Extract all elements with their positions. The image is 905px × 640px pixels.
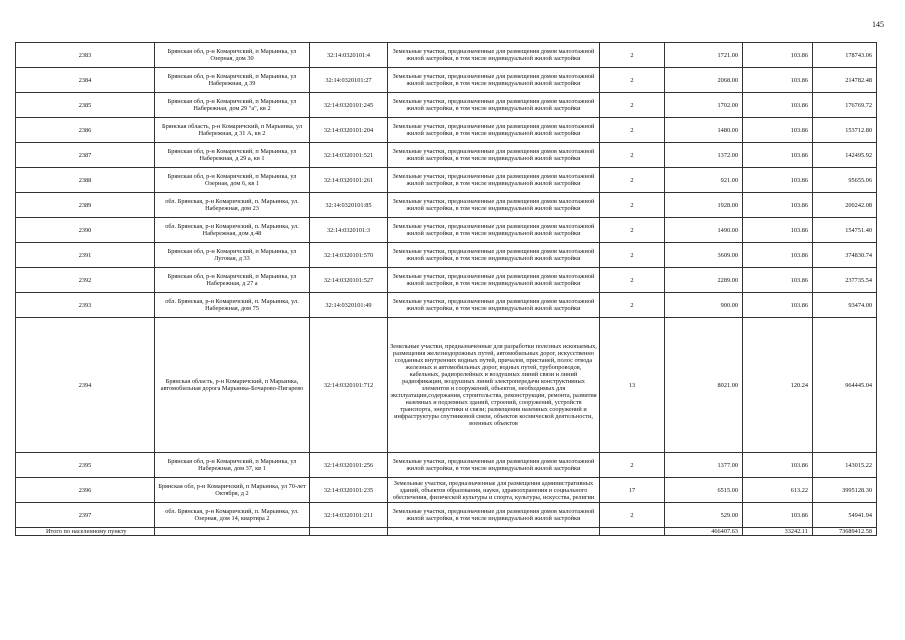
table-row [16, 453, 877, 478]
area-cell: 1928.00 [665, 193, 743, 218]
cadastral-number-cell: 32:14:0320101:3 [310, 218, 388, 243]
area-cell: 529.00 [665, 503, 743, 528]
row-number-cell: 2395 [16, 453, 155, 478]
row-number-cell: 2394 [16, 318, 155, 453]
area-cell: 921.00 [665, 168, 743, 193]
area-cell: 2289.00 [665, 268, 743, 293]
address-cell: Брянская область, р-н Комаричский, п Марьинка, автомобильная дорога Марьинка-Бочарово-Пигарево [155, 318, 310, 453]
cadastral-number-cell: 32:14:0320101:27 [310, 68, 388, 93]
cadastral-value-cell: 154751.40 [813, 218, 877, 243]
area-cell: 6515.00 [665, 478, 743, 503]
cadastral-value-cell: 200242.08 [813, 193, 877, 218]
cadastral-value-cell: 143015.22 [813, 453, 877, 478]
use-code-cell: 13 [600, 318, 665, 453]
land-use-cell: Земельные участки, предназначенные для размещения домов малоэтажной жилой застройки, в том числе индивидуальной жилой застройки [388, 43, 600, 68]
use-code-cell: 2 [600, 268, 665, 293]
row-number-cell: 2387 [16, 143, 155, 168]
cadastral-number-cell: 32:14:0320101:245 [310, 93, 388, 118]
row-number-cell: 2393 [16, 293, 155, 318]
land-use-cell: Земельные участки, предназначенные для размещения домов малоэтажной жилой застройки, в том числе индивидуальной жилой застройки [388, 243, 600, 268]
cadastral-number-cell: 32:14:0320101:235 [310, 478, 388, 503]
cadastral-value-cell: 54941.94 [813, 503, 877, 528]
specific-value-cell: 103.86 [743, 118, 813, 143]
table-row [16, 93, 877, 118]
cadastral-number-cell: 32:14:0320101:85 [310, 193, 388, 218]
specific-value-cell: 103.86 [743, 43, 813, 68]
address-cell: обл. Брянская, р-н Комаричский, п. Марьинка, ул. Набережная, дом д.48 [155, 218, 310, 243]
area-cell: 1377.00 [665, 453, 743, 478]
cadastral-number-cell: 32:14:0320101:521 [310, 143, 388, 168]
area-cell: 1372.00 [665, 143, 743, 168]
address-cell: Брянская обл, р-н Комаричский, п Марьинка, ул Набережная, дом 29 "а", кв 2 [155, 93, 310, 118]
total-empty-cell [310, 528, 388, 536]
specific-value-cell: 103.86 [743, 218, 813, 243]
address-cell: Брянская обл, р-н Комаричский, п Марьинка, ул Озерная, дом 30 [155, 43, 310, 68]
table-row [16, 118, 877, 143]
land-use-cell: Земельные участки, предназначенные для размещения домов малоэтажной жилой застройки, в том числе индивидуальной жилой застройки [388, 168, 600, 193]
address-cell: Брянская обл, р-н Комаричский, п Марьинка, ул Луговая, д 33 [155, 243, 310, 268]
table-row [16, 268, 877, 293]
land-use-cell: Земельные участки, предназначенные для размещения домов малоэтажной жилой застройки, в том числе индивидуальной жилой застройки [388, 68, 600, 93]
table-row [16, 318, 877, 453]
cadastral-value-cell: 3995128.30 [813, 478, 877, 503]
specific-value-cell: 103.86 [743, 168, 813, 193]
cadastral-value-cell: 374830.74 [813, 243, 877, 268]
specific-value-cell: 103.86 [743, 503, 813, 528]
use-code-cell: 2 [600, 43, 665, 68]
cadastral-number-cell: 32:14:0320101:211 [310, 503, 388, 528]
cadastral-number-cell: 32:14:0320101:570 [310, 243, 388, 268]
row-number-cell: 2386 [16, 118, 155, 143]
specific-value-cell: 103.86 [743, 93, 813, 118]
page-number: 145 [872, 20, 884, 29]
use-code-cell: 2 [600, 168, 665, 193]
area-cell: 1490.00 [665, 218, 743, 243]
use-code-cell: 2 [600, 453, 665, 478]
table-row [16, 243, 877, 268]
area-cell: 1721.00 [665, 43, 743, 68]
address-cell: Брянская обл, р-н Комаричский, п Марьинка, ул Набережная, дом 37, кв 1 [155, 453, 310, 478]
specific-value-cell: 103.86 [743, 453, 813, 478]
row-number-cell: 2389 [16, 193, 155, 218]
specific-value-cell: 103.86 [743, 143, 813, 168]
cadastral-number-cell: 32:14:0320101:527 [310, 268, 388, 293]
address-cell: Брянская обл, р-н Комаричский, п Марьинка, ул 70-лет Октября, д 2 [155, 478, 310, 503]
row-number-cell: 2391 [16, 243, 155, 268]
specific-value-cell: 103.86 [743, 268, 813, 293]
use-code-cell: 2 [600, 293, 665, 318]
land-use-cell: Земельные участки, предназначенные для размещения домов малоэтажной жилой застройки, в том числе индивидуальной жилой застройки [388, 503, 600, 528]
area-cell: 1702.00 [665, 93, 743, 118]
specific-value-cell: 103.86 [743, 193, 813, 218]
area-cell: 8021.00 [665, 318, 743, 453]
land-use-cell: Земельные участки, предназначенные для размещения домов малоэтажной жилой застройки, в том числе индивидуальной жилой застройки [388, 453, 600, 478]
cadastral-value-cell: 176769.72 [813, 93, 877, 118]
table-row [16, 168, 877, 193]
cadastral-value-cell: 237735.54 [813, 268, 877, 293]
table-body [16, 43, 877, 536]
address-cell: Брянская обл, р-н Комаричский, п Марьинка, ул Набережная, д 29 а, кв 1 [155, 143, 310, 168]
table-row [16, 43, 877, 68]
address-cell: обл. Брянская, р-н Комаричский, п. Марьинка, ул. Набережная, дом 23 [155, 193, 310, 218]
address-cell: обл. Брянская, р-н Комаричский, п. Марьинка, ул. Набережная, дом 75 [155, 293, 310, 318]
land-use-cell: Земельные участки, предназначенные для разработки полезных ископаемых, размещения железнодорожных путей, автомобильных дорог, искусственно созданных внутренних водных путей, причалов, пристаней, полос отвода железных и автомобильных дорог, водных путей, трубопроводов, кабельных, радиорелейных и воздушных линий связи и линий радиофикации, воздушных линий электропередачи конструктивных элементов и сооружений, объектов, необходимых для эксплуатации,содержания, строительства, реконструкции, ремонта, развития наземных и подземных зданий, строений, сооружений, устройств транспорта, энергетики и связи; размещения наземных сооружений и инфраструктуры спутниковой связи, объектов космической деятельности, военных объектов [388, 318, 600, 453]
land-registry-table [15, 42, 877, 536]
land-use-cell: Земельные участки, предназначенные для размещения домов малоэтажной жилой застройки, в том числе индивидуальной жилой застройки [388, 293, 600, 318]
address-cell: Брянская обл, р-н Комаричский, п Марьинка, ул Набережная, д 27 а [155, 268, 310, 293]
specific-value-cell: 103.86 [743, 293, 813, 318]
cadastral-value-cell: 153712.80 [813, 118, 877, 143]
total-empty-cell [388, 528, 600, 536]
table-row [16, 478, 877, 503]
cadastral-number-cell: 32:14:0320101:256 [310, 453, 388, 478]
cadastral-value-cell: 214782.48 [813, 68, 877, 93]
land-use-cell: Земельные участки, предназначенные для размещения домов малоэтажной жилой застройки, в том числе индивидуальной жилой застройки [388, 143, 600, 168]
cadastral-value-cell: 93474.00 [813, 293, 877, 318]
cadastral-value-cell: 964445.04 [813, 318, 877, 453]
land-use-cell: Земельные участки, предназначенные для размещения домов малоэтажной жилой застройки, в том числе индивидуальной жилой застройки [388, 268, 600, 293]
cadastral-number-cell: 32:14:0320101:204 [310, 118, 388, 143]
table-row [16, 293, 877, 318]
use-code-cell: 2 [600, 193, 665, 218]
specific-value-cell: 613.22 [743, 478, 813, 503]
table-row [16, 143, 877, 168]
cadastral-number-cell: 32:14:0320101:49 [310, 293, 388, 318]
use-code-cell: 2 [600, 503, 665, 528]
total-label: Итого по населенному пункту [16, 528, 155, 536]
total-area-cell: 466407.63 [665, 528, 743, 536]
area-cell: 2068.00 [665, 68, 743, 93]
row-number-cell: 2396 [16, 478, 155, 503]
area-cell: 900.00 [665, 293, 743, 318]
table-row [16, 503, 877, 528]
use-code-cell: 2 [600, 93, 665, 118]
land-use-cell: Земельные участки, предназначенные для размещения домов малоэтажной жилой застройки, в том числе индивидуальной жилой застройки [388, 118, 600, 143]
land-use-cell: Земельные участки, предназначенные для размещения домов малоэтажной жилой застройки, в том числе индивидуальной жилой застройки [388, 218, 600, 243]
total-empty-cell [155, 528, 310, 536]
address-cell: обл. Брянская, р-н Комаричский, п. Марьинка, ул. Озерная, дом 14, квартира 2 [155, 503, 310, 528]
row-number-cell: 2392 [16, 268, 155, 293]
total-cost-cell: 73689412.58 [813, 528, 877, 536]
cadastral-number-cell: 32:14:0320101:4 [310, 43, 388, 68]
row-number-cell: 2397 [16, 503, 155, 528]
cadastral-number-cell: 32:14:0320101:712 [310, 318, 388, 453]
area-cell: 3609.00 [665, 243, 743, 268]
specific-value-cell: 103.86 [743, 243, 813, 268]
total-empty-cell [600, 528, 665, 536]
row-number-cell: 2384 [16, 68, 155, 93]
land-use-cell: Земельные участки, предназначенные для размещения домов малоэтажной жилой застройки, в том числе индивидуальной жилой застройки [388, 93, 600, 118]
address-cell: Брянская область, р-н Комаричский, п Марьинка, ул Набережная, д 31 А, кв 2 [155, 118, 310, 143]
land-use-cell: Земельные участки, предназначенные для размещения административных зданий, объектов образования, науки, здравоохранения и социального обеспечения, физической культуры и спорта, культуры, искусства, религии [388, 478, 600, 503]
cadastral-value-cell: 95655.06 [813, 168, 877, 193]
specific-value-cell: 103.86 [743, 68, 813, 93]
row-number-cell: 2385 [16, 93, 155, 118]
use-code-cell: 17 [600, 478, 665, 503]
area-cell: 1480.00 [665, 118, 743, 143]
use-code-cell: 2 [600, 118, 665, 143]
total-rate-cell: 33242.11 [743, 528, 813, 536]
land-use-cell: Земельные участки, предназначенные для размещения домов малоэтажной жилой застройки, в том числе индивидуальной жилой застройки [388, 193, 600, 218]
table-row [16, 193, 877, 218]
use-code-cell: 2 [600, 143, 665, 168]
table-row [16, 218, 877, 243]
use-code-cell: 2 [600, 68, 665, 93]
table-row [16, 68, 877, 93]
use-code-cell: 2 [600, 243, 665, 268]
cadastral-number-cell: 32:14:0320101:261 [310, 168, 388, 193]
specific-value-cell: 120.24 [743, 318, 813, 453]
cadastral-value-cell: 142495.92 [813, 143, 877, 168]
row-number-cell: 2383 [16, 43, 155, 68]
use-code-cell: 2 [600, 218, 665, 243]
address-cell: Брянская обл, р-н Комаричский, п Марьинка, ул Набережная, д 39 [155, 68, 310, 93]
cadastral-value-cell: 178743.06 [813, 43, 877, 68]
total-row [16, 528, 877, 536]
row-number-cell: 2390 [16, 218, 155, 243]
address-cell: Брянская обл, р-н Комаричский, п Марьинка, ул Озерная, дом 6, кв 1 [155, 168, 310, 193]
row-number-cell: 2388 [16, 168, 155, 193]
